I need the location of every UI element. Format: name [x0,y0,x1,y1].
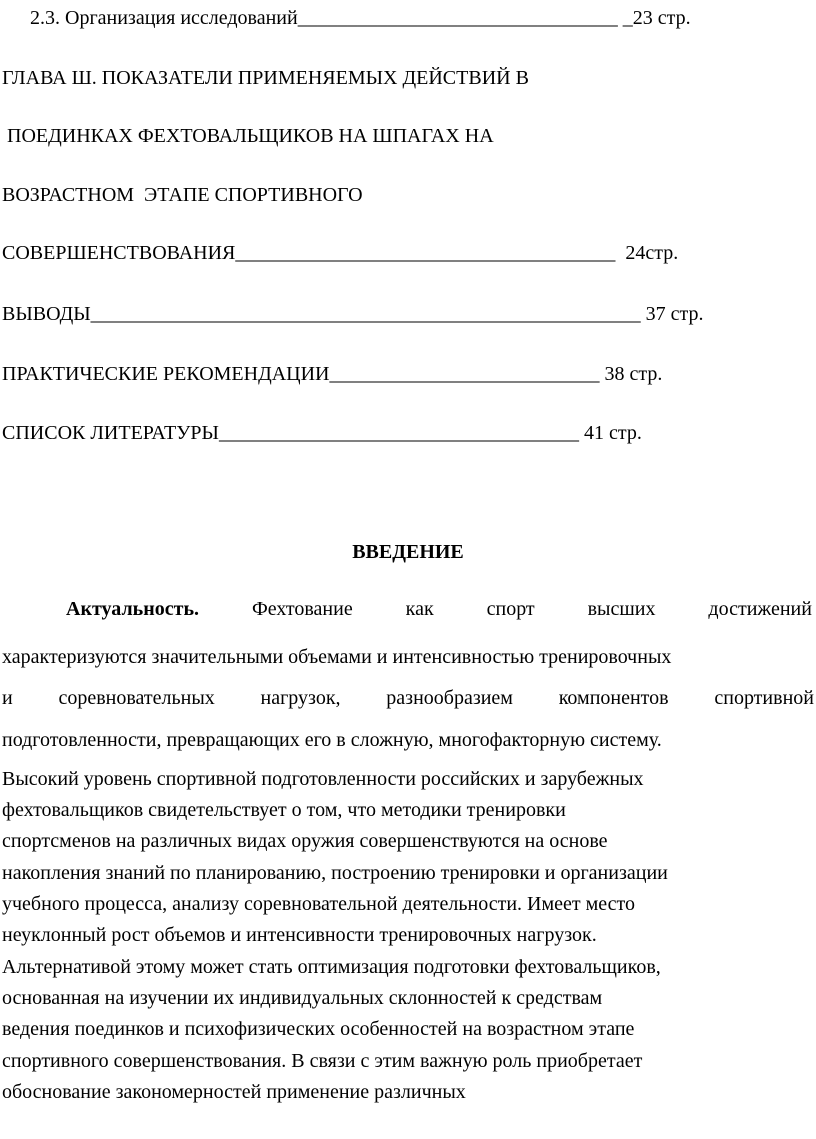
paragraph-line-7: спортсменов на различных видах оружия совершенствуются на основе [2,830,608,852]
paragraph-line-8: накопления знаний по планированию, построению тренировки и организации [2,862,668,884]
lead-bold-term: Актуальность. [66,598,200,620]
paragraph-line-11: Альтернативой этому может стать оптимизация подготовки фехтовальщиков, [2,956,661,978]
word: соревновательных [58,687,215,709]
word: высших [587,598,656,620]
paragraph-line-10: неуклонный рост объемов и интенсивности тренировочных нагрузок. [2,924,597,946]
word: спорт [486,598,535,620]
paragraph-line-15: обоснование закономерностей применение различных [2,1081,466,1103]
toc-entry-2-3: 2.3. Организация исследований________________________________ _23 стр. [30,7,691,29]
word: как [405,598,434,620]
word: и [2,687,13,709]
paragraph-line-9: учебного процесса, анализу соревновательной деятельности. Имеет место [2,893,636,915]
paragraph-line-14: спортивного совершенствования. В связи с этим важную роль приобретает [2,1050,643,1072]
section-heading-introduction: ВВЕДЕНИЕ [352,541,464,563]
paragraph-line-2: характеризуются значительными объемами и интенсивностью тренировочных [2,646,672,668]
paragraph-line-1 [0,598,812,621]
paragraph-line-3 [2,687,814,710]
toc-entry-chapter-3-line-1: ГЛАВА Ш. ПОКАЗАТЕЛИ ПРИМЕНЯЕМЫХ ДЕЙСТВИЙ В [2,67,529,89]
word: компонентов [558,687,669,709]
paragraph-line-6: фехтовальщиков свидетельствует о том, что методики тренировки [2,799,566,821]
paragraph-line-12: основанная на изучении их индивидуальных склонностей к средствам [2,987,603,1009]
toc-entry-recommendations: ПРАКТИЧЕСКИЕ РЕКОМЕНДАЦИИ___________________________ 38 стр. [2,363,663,385]
toc-entry-conclusions: ВЫВОДЫ_______________________________________________________ 37 стр. [2,303,704,325]
word: разнообразием [386,687,513,709]
toc-entry-chapter-3-line-3: ВОЗРАСТНОМ ЭТАПЕ СПОРТИВНОГО [2,184,363,206]
paragraph-line-13: ведения поединков и психофизических особенностей на возрастном этапе [2,1018,635,1040]
word: достижений [708,598,812,620]
paragraph-line-4: подготовленности, превращающих его в сложную, многофакторную систему. [2,729,662,751]
toc-entry-chapter-3-line-2: ПОЕДИНКАХ ФЕХТОВАЛЬЩИКОВ НА ШПАГАХ НА [2,125,494,147]
toc-entry-chapter-3-line-4: СОВЕРШЕНСТВОВАНИЯ______________________________________ 24стр. [2,242,679,264]
word: Фехтование [251,598,353,620]
word: спортивной [714,687,814,709]
toc-entry-references: СПИСОК ЛИТЕРАТУРЫ____________________________________ 41 стр. [2,422,642,444]
word: нагрузок, [260,687,341,709]
paragraph-line-5: Высокий уровень спортивной подготовленности российских и зарубежных [2,768,644,790]
